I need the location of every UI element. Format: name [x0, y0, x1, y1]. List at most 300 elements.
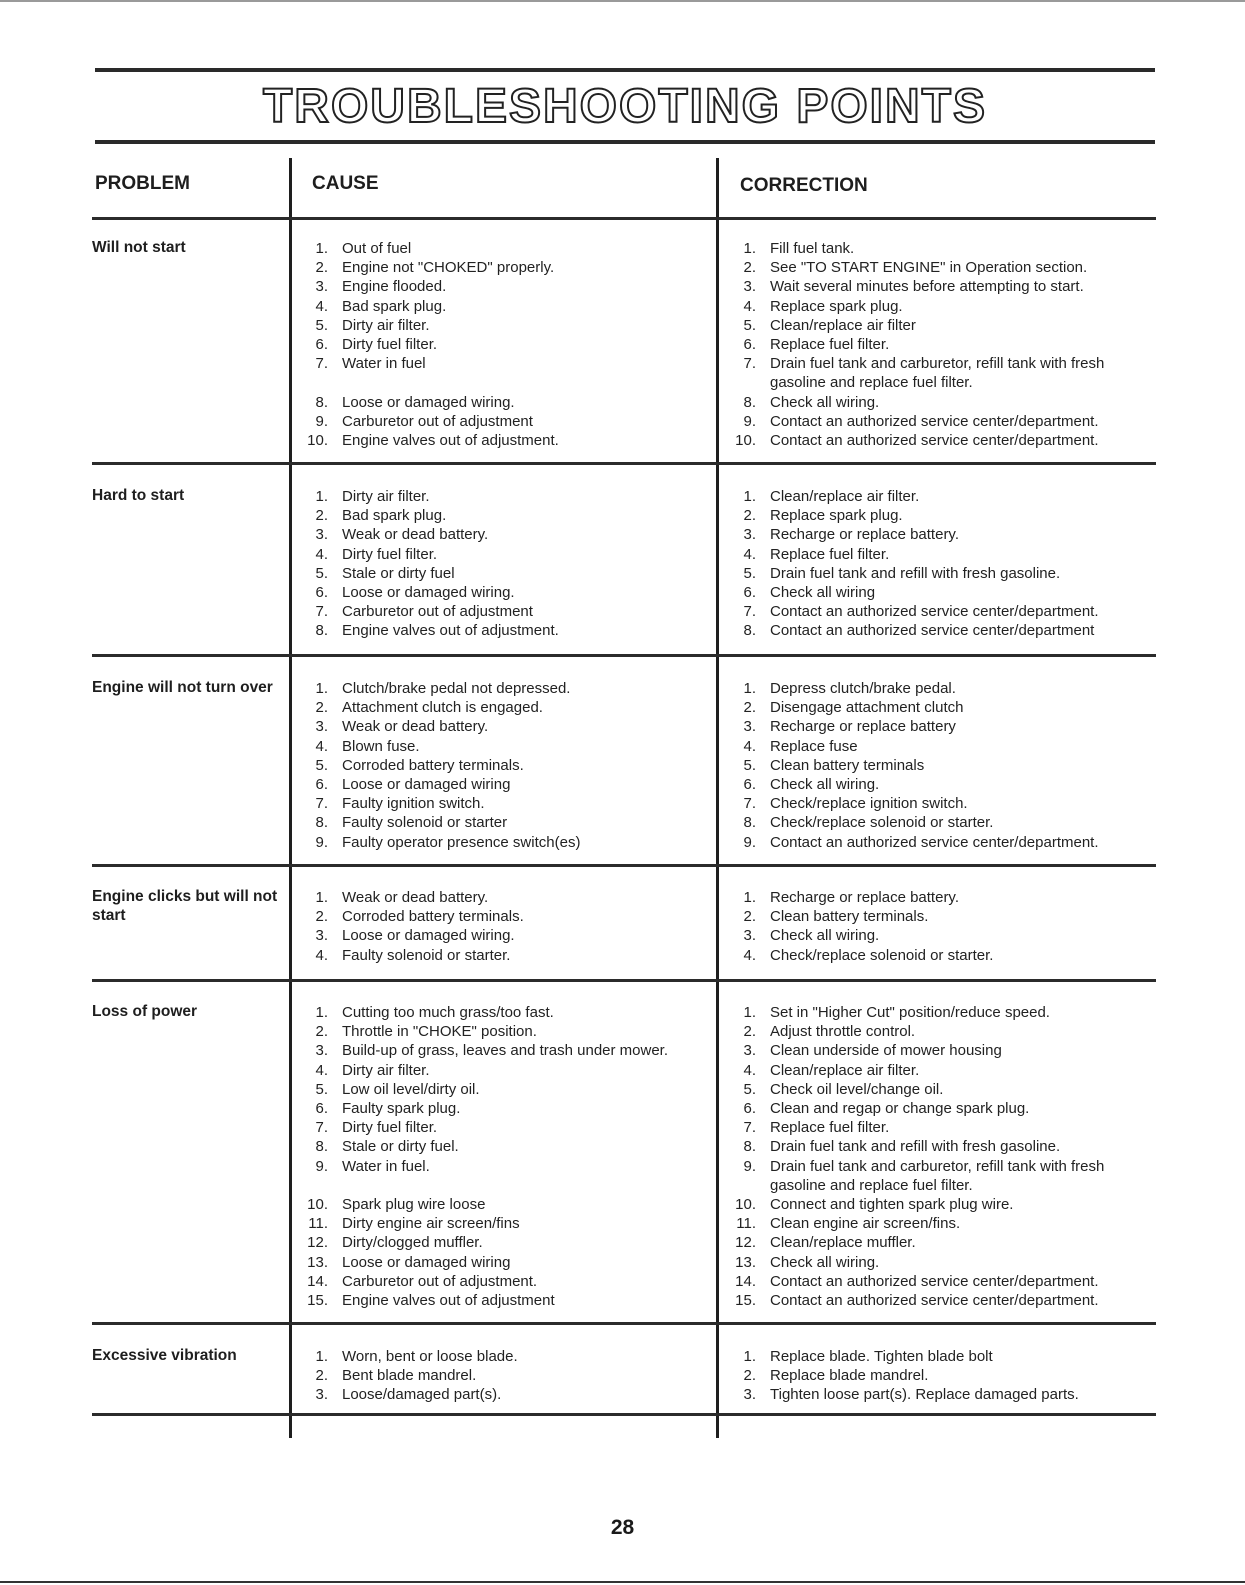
item-text: Stale or dirty fuel.: [342, 1138, 459, 1156]
item-text: Clean battery terminals: [770, 756, 925, 774]
correction-list: [730, 679, 1150, 852]
correction-item: [730, 737, 1150, 756]
correction-item: [730, 1022, 1150, 1041]
item-number: 12.: [735, 1234, 756, 1252]
item-number: 1.: [315, 240, 328, 257]
item-text: Clean engine air screen/fins.: [770, 1215, 961, 1233]
correction-item: [730, 698, 1150, 717]
cause-item: [302, 239, 702, 258]
item-number: 1.: [743, 240, 756, 257]
item-number: 1.: [743, 889, 756, 906]
item-text: Replace spark plug.: [770, 297, 903, 315]
cause-item: [302, 316, 702, 335]
item-text: Dirty air filter.: [342, 1061, 430, 1079]
cause-list: [302, 1003, 702, 1310]
cause-list: [302, 239, 702, 450]
item-text: Stale or dirty fuel: [342, 564, 455, 582]
item-number: 8.: [743, 393, 756, 411]
cause-item: [302, 1176, 702, 1195]
item-text: Dirty air filter.: [342, 316, 430, 334]
item-text: Bad spark plug.: [342, 297, 447, 315]
item-text: Clean battery terminals.: [770, 908, 929, 926]
item-number: 2.: [743, 259, 756, 277]
correction-item: [730, 679, 1150, 698]
item-number: 7.: [743, 1119, 756, 1137]
title-rule-bottom: [95, 140, 1155, 144]
title-rule-top: [95, 68, 1155, 72]
cause-item: [302, 297, 702, 316]
item-number: 2.: [315, 1023, 328, 1041]
item-number: 15.: [735, 1292, 756, 1310]
item-number: 2.: [315, 908, 328, 926]
problem-label: Loss of power: [92, 1003, 198, 1020]
item-text: Fill fuel tank.: [770, 240, 855, 257]
item-text: gasoline and replace fuel filter.: [770, 374, 973, 392]
item-number: 7.: [743, 795, 756, 813]
correction-item: [730, 1366, 1150, 1385]
cause-item: [302, 1253, 702, 1272]
item-text: Contact an authorized service center/department.: [770, 603, 1099, 621]
item-number: 5.: [743, 564, 756, 582]
correction-item: [730, 354, 1150, 373]
cause-item: [302, 1233, 702, 1252]
item-number: 6.: [315, 776, 328, 794]
cause-item: [302, 487, 702, 506]
correction-item: [730, 1041, 1150, 1060]
item-number: 3.: [315, 278, 328, 296]
cause-item: [302, 1118, 702, 1137]
item-text: Out of fuel: [342, 240, 412, 257]
correction-item: [730, 946, 1150, 965]
cause-item: [302, 946, 702, 965]
cause-list: [302, 888, 702, 965]
correction-item: [730, 1253, 1150, 1272]
item-number: 4.: [743, 297, 756, 315]
correction-item: [730, 1272, 1150, 1291]
item-text: Loose/damaged part(s).: [342, 1386, 502, 1404]
correction-item: [730, 393, 1150, 412]
header-cause: CAUSE: [312, 173, 379, 194]
cause-item: [302, 1022, 702, 1041]
item-number: 1.: [743, 680, 756, 697]
cause-item: [302, 794, 702, 813]
item-number: 10.: [735, 1196, 756, 1214]
item-text: Dirty air filter.: [342, 488, 430, 505]
item-number: 2.: [743, 699, 756, 717]
item-number: 3.: [315, 1042, 328, 1060]
correction-item: [730, 1118, 1150, 1137]
cause-item: [302, 1195, 702, 1214]
item-number: 2.: [743, 1367, 756, 1385]
cause-item: [302, 431, 702, 450]
item-text: Loose or damaged wiring.: [342, 584, 515, 602]
item-number: 3.: [743, 526, 756, 544]
item-number: 3.: [315, 526, 328, 544]
cause-item: [302, 1041, 702, 1060]
item-number: 2.: [315, 1367, 328, 1385]
item-number: 12.: [307, 1234, 328, 1252]
cause-item: [302, 888, 702, 907]
item-text: Worn, bent or loose blade.: [342, 1348, 518, 1365]
correction-item: [730, 297, 1150, 316]
item-text: Clean/replace air filter.: [770, 488, 920, 505]
item-text: Replace fuel filter.: [770, 545, 890, 563]
cause-item: [302, 1080, 702, 1099]
item-text: Faulty solenoid or starter.: [342, 946, 511, 964]
item-number: 3.: [743, 278, 756, 296]
item-text: Throttle in "CHOKE" position.: [342, 1023, 537, 1041]
page-top-edge: [0, 0, 1245, 2]
correction-item: [730, 833, 1150, 852]
problem-label: Will not start: [92, 239, 186, 256]
cause-item: [302, 926, 702, 945]
item-number: 10.: [735, 432, 756, 450]
cause-item: [302, 564, 702, 583]
item-text: Disengage attachment clutch: [770, 699, 964, 717]
cause-item: [302, 277, 702, 296]
item-text: Water in fuel.: [342, 1157, 430, 1175]
correction-item: [730, 794, 1150, 813]
item-text: Contact an authorized service center/department.: [770, 1292, 1099, 1310]
section-rule: [92, 1322, 1156, 1325]
item-number: 9.: [315, 412, 328, 430]
correction-item: [730, 756, 1150, 775]
item-number: 3.: [743, 1042, 756, 1060]
item-number: 1.: [315, 488, 328, 505]
table-bottom-rule: [92, 1413, 1156, 1416]
item-number: 5.: [743, 1080, 756, 1098]
item-text: Faulty ignition switch.: [342, 795, 485, 813]
cause-item: [302, 602, 702, 621]
item-text: Attachment clutch is engaged.: [342, 699, 543, 717]
item-text: Bent blade mandrel.: [342, 1367, 477, 1385]
item-number: 6.: [315, 336, 328, 354]
item-number: 7.: [315, 355, 328, 373]
item-number: 2.: [315, 507, 328, 525]
correction-item: [730, 717, 1150, 736]
problem-label: Excessive vibration: [92, 1347, 237, 1364]
item-text: Carburetor out of adjustment: [342, 603, 533, 621]
correction-item: [730, 1195, 1150, 1214]
page-bottom-edge: [0, 1581, 1245, 1583]
item-text: Recharge or replace battery.: [770, 889, 959, 906]
item-text: Bad spark plug.: [342, 507, 447, 525]
cause-item: [302, 335, 702, 354]
item-number: 8.: [743, 814, 756, 832]
item-number: 1.: [315, 680, 328, 697]
item-text: Replace spark plug.: [770, 507, 903, 525]
correction-list: [730, 888, 1150, 965]
item-number: 6.: [743, 336, 756, 354]
section-rule: [92, 864, 1156, 867]
correction-item: [730, 1137, 1150, 1156]
item-text: Contact an authorized service center/department: [770, 622, 1095, 640]
section-rule: [92, 462, 1156, 465]
item-text: Weak or dead battery.: [342, 526, 489, 544]
section-rule: [92, 654, 1156, 657]
correction-item: [730, 545, 1150, 564]
item-number: 4.: [743, 545, 756, 563]
correction-item: [730, 1003, 1150, 1022]
item-text: Faulty operator presence switch(es): [342, 833, 581, 851]
item-number: 2.: [315, 259, 328, 277]
item-text: Weak or dead battery.: [342, 889, 489, 906]
correction-item: [730, 525, 1150, 544]
item-number: 2.: [743, 507, 756, 525]
cause-item: [302, 813, 702, 832]
cause-item: [302, 1385, 702, 1404]
cause-item: [302, 506, 702, 525]
cause-item: [302, 412, 702, 431]
correction-item: [730, 258, 1150, 277]
correction-item: [730, 621, 1150, 640]
item-number: 1.: [315, 1348, 328, 1365]
item-number: 4.: [743, 946, 756, 964]
item-text: Loose or damaged wiring: [342, 1253, 511, 1271]
item-text: Contact an authorized service center/department.: [770, 432, 1099, 450]
item-text: Check all wiring.: [770, 776, 880, 794]
item-number: 5.: [315, 564, 328, 582]
item-number: 3.: [315, 1386, 328, 1404]
item-text: Adjust throttle control.: [770, 1023, 916, 1041]
item-text: Corroded battery terminals.: [342, 908, 524, 926]
item-text: Clean underside of mower housing: [770, 1042, 1002, 1060]
item-number: 9.: [315, 1157, 328, 1175]
item-text: Weak or dead battery.: [342, 718, 489, 736]
item-text: Check/replace solenoid or starter.: [770, 946, 994, 964]
correction-item: [730, 239, 1150, 258]
correction-item: [730, 564, 1150, 583]
item-text: Check all wiring.: [770, 927, 880, 945]
item-text: Corroded battery terminals.: [342, 756, 524, 774]
item-text: Engine not "CHOKED" properly.: [342, 259, 555, 277]
item-text: Contact an authorized service center/department.: [770, 833, 1099, 851]
item-text: Check/replace ignition switch.: [770, 795, 968, 813]
item-number: 14.: [307, 1272, 328, 1290]
item-number: 10.: [307, 1196, 328, 1214]
item-number: 4.: [315, 737, 328, 755]
item-text: Wait several minutes before attempting to start.: [770, 278, 1084, 296]
correction-item: [730, 1157, 1150, 1176]
item-number: 7.: [315, 795, 328, 813]
correction-item: [730, 1347, 1150, 1366]
cause-item: [302, 1272, 702, 1291]
cause-item: [302, 1291, 702, 1310]
item-text: Engine valves out of adjustment.: [342, 432, 559, 450]
item-text: Drain fuel tank and carburetor, refill tank with fresh: [770, 1157, 1105, 1175]
cause-item: [302, 583, 702, 602]
item-text: See "TO START ENGINE" in Operation section.: [770, 259, 1088, 277]
item-number: 4.: [743, 737, 756, 755]
item-number: 4.: [315, 1061, 328, 1079]
cause-item: [302, 737, 702, 756]
correction-list: [730, 239, 1150, 450]
item-number: 2.: [315, 699, 328, 717]
correction-item: [730, 926, 1150, 945]
cause-item: [302, 354, 702, 373]
item-number: 5.: [315, 1080, 328, 1098]
item-number: 6.: [743, 584, 756, 602]
item-number: 8.: [315, 1138, 328, 1156]
item-number: 7.: [315, 603, 328, 621]
item-text: Recharge or replace battery: [770, 718, 956, 736]
correction-item: [730, 1061, 1150, 1080]
problem-label: Engine clicks but will not start: [92, 888, 278, 924]
item-text: Check/replace solenoid or starter.: [770, 814, 994, 832]
item-number: 3.: [743, 718, 756, 736]
item-text: Check all wiring.: [770, 393, 880, 411]
item-number: 5.: [315, 756, 328, 774]
correction-item: [730, 1176, 1150, 1195]
item-text: Low oil level/dirty oil.: [342, 1080, 480, 1098]
correction-item: [730, 583, 1150, 602]
correction-item: [730, 487, 1150, 506]
item-text: Connect and tighten spark plug wire.: [770, 1196, 1014, 1214]
correction-item: [730, 431, 1150, 450]
item-text: Replace fuel filter.: [770, 336, 890, 354]
item-text: Clean/replace muffler.: [770, 1234, 916, 1252]
cause-list: [302, 679, 702, 852]
item-number: 9.: [315, 833, 328, 851]
correction-item: [730, 373, 1150, 392]
cause-item: [302, 258, 702, 277]
item-text: Water in fuel: [342, 355, 426, 373]
correction-item: [730, 888, 1150, 907]
correction-item: [730, 907, 1150, 926]
item-text: Check all wiring.: [770, 1253, 880, 1271]
correction-item: [730, 775, 1150, 794]
item-text: Replace blade mandrel.: [770, 1367, 929, 1385]
correction-item: [730, 316, 1150, 335]
column-divider-cause: [289, 158, 292, 1438]
item-text: Drain fuel tank and refill with fresh gasoline.: [770, 1138, 1061, 1156]
item-number: 4.: [315, 946, 328, 964]
page-title: TROUBLESHOOTING POINTS: [262, 80, 987, 133]
cause-item: [302, 907, 702, 926]
correction-item: [730, 602, 1150, 621]
item-number: 4.: [315, 297, 328, 315]
item-text: Replace fuse: [770, 737, 858, 755]
cause-item: [302, 1003, 702, 1022]
cause-list: [302, 1347, 702, 1405]
header-problem: PROBLEM: [95, 173, 190, 194]
cause-item: [302, 717, 702, 736]
item-text: Carburetor out of adjustment: [342, 412, 533, 430]
cause-item: [302, 1099, 702, 1118]
header-correction: CORRECTION: [740, 175, 868, 196]
item-text: Set in "Higher Cut" position/reduce speed.: [770, 1004, 1050, 1021]
cause-item: [302, 1214, 702, 1233]
correction-item: [730, 1214, 1150, 1233]
item-text: Clean/replace air filter.: [770, 1061, 920, 1079]
item-text: Engine valves out of adjustment.: [342, 622, 559, 640]
item-number: 1.: [315, 889, 328, 906]
item-number: 11.: [736, 1215, 756, 1233]
item-text: Drain fuel tank and carburetor, refill tank with fresh: [770, 355, 1105, 373]
item-number: 3.: [315, 927, 328, 945]
correction-item: [730, 1291, 1150, 1310]
item-text: gasoline and replace fuel filter.: [770, 1176, 973, 1194]
item-text: Clutch/brake pedal not depressed.: [342, 680, 571, 697]
cause-item: [302, 373, 702, 392]
item-number: 8.: [315, 814, 328, 832]
item-number: 1.: [315, 1004, 328, 1021]
item-number: 3.: [315, 718, 328, 736]
item-number: 7.: [743, 355, 756, 373]
item-text: Blown fuse.: [342, 737, 420, 755]
item-text: Loose or damaged wiring.: [342, 393, 515, 411]
item-number: 5.: [743, 756, 756, 774]
item-text: Dirty fuel filter.: [342, 336, 438, 354]
item-number: 14.: [735, 1272, 756, 1290]
item-text: Clean and regap or change spark plug.: [770, 1100, 1030, 1118]
item-text: Contact an authorized service center/department.: [770, 412, 1099, 430]
item-number: 8.: [315, 393, 328, 411]
cause-item: [302, 1137, 702, 1156]
item-number: 9.: [743, 833, 756, 851]
item-number: 4.: [743, 1061, 756, 1079]
item-text: Loose or damaged wiring.: [342, 927, 515, 945]
correction-item: [730, 1080, 1150, 1099]
item-text: Dirty fuel filter.: [342, 545, 438, 563]
section-rule: [92, 979, 1156, 982]
correction-item: [730, 813, 1150, 832]
item-text: Check all wiring: [770, 584, 876, 602]
correction-item: [730, 335, 1150, 354]
cause-item: [302, 621, 702, 640]
cause-item: [302, 679, 702, 698]
item-number: 15.: [307, 1292, 328, 1310]
item-text: Carburetor out of adjustment.: [342, 1272, 538, 1290]
cause-item: [302, 1157, 702, 1176]
item-number: 13.: [307, 1253, 328, 1271]
item-text: Dirty fuel filter.: [342, 1119, 438, 1137]
item-number: 8.: [743, 1138, 756, 1156]
correction-item: [730, 277, 1150, 296]
item-number: 1.: [743, 1004, 756, 1021]
problem-label: Engine will not turn over: [92, 679, 273, 696]
item-number: 9.: [743, 1157, 756, 1175]
cause-item: [302, 545, 702, 564]
correction-item: [730, 1099, 1150, 1118]
item-text: Faulty spark plug.: [342, 1100, 461, 1118]
item-number: 5.: [315, 316, 328, 334]
page-number: 28: [610, 1516, 635, 1539]
item-text: Replace fuel filter.: [770, 1119, 890, 1137]
correction-list: [730, 1003, 1150, 1310]
item-text: Recharge or replace battery.: [770, 526, 959, 544]
item-number: 9.: [743, 412, 756, 430]
item-text: Loose or damaged wiring: [342, 776, 511, 794]
item-number: 3.: [743, 1386, 756, 1404]
item-number: 3.: [743, 927, 756, 945]
item-text: Build-up of grass, leaves and trash under mower.: [342, 1042, 669, 1060]
problem-label: Hard to start: [92, 487, 185, 504]
item-number: 2.: [743, 908, 756, 926]
correction-list: [730, 1347, 1150, 1405]
item-number: 10.: [307, 432, 328, 450]
correction-item: [730, 1233, 1150, 1252]
item-number: 13.: [735, 1253, 756, 1271]
item-number: 2.: [743, 1023, 756, 1041]
item-text: Replace blade. Tighten blade bolt: [770, 1348, 993, 1365]
cause-item: [302, 1061, 702, 1080]
item-text: Dirty engine air screen/fins: [342, 1215, 520, 1233]
cause-item: [302, 833, 702, 852]
item-text: Engine valves out of adjustment: [342, 1292, 555, 1310]
item-text: Engine flooded.: [342, 278, 447, 296]
column-divider-correction: [716, 158, 719, 1438]
